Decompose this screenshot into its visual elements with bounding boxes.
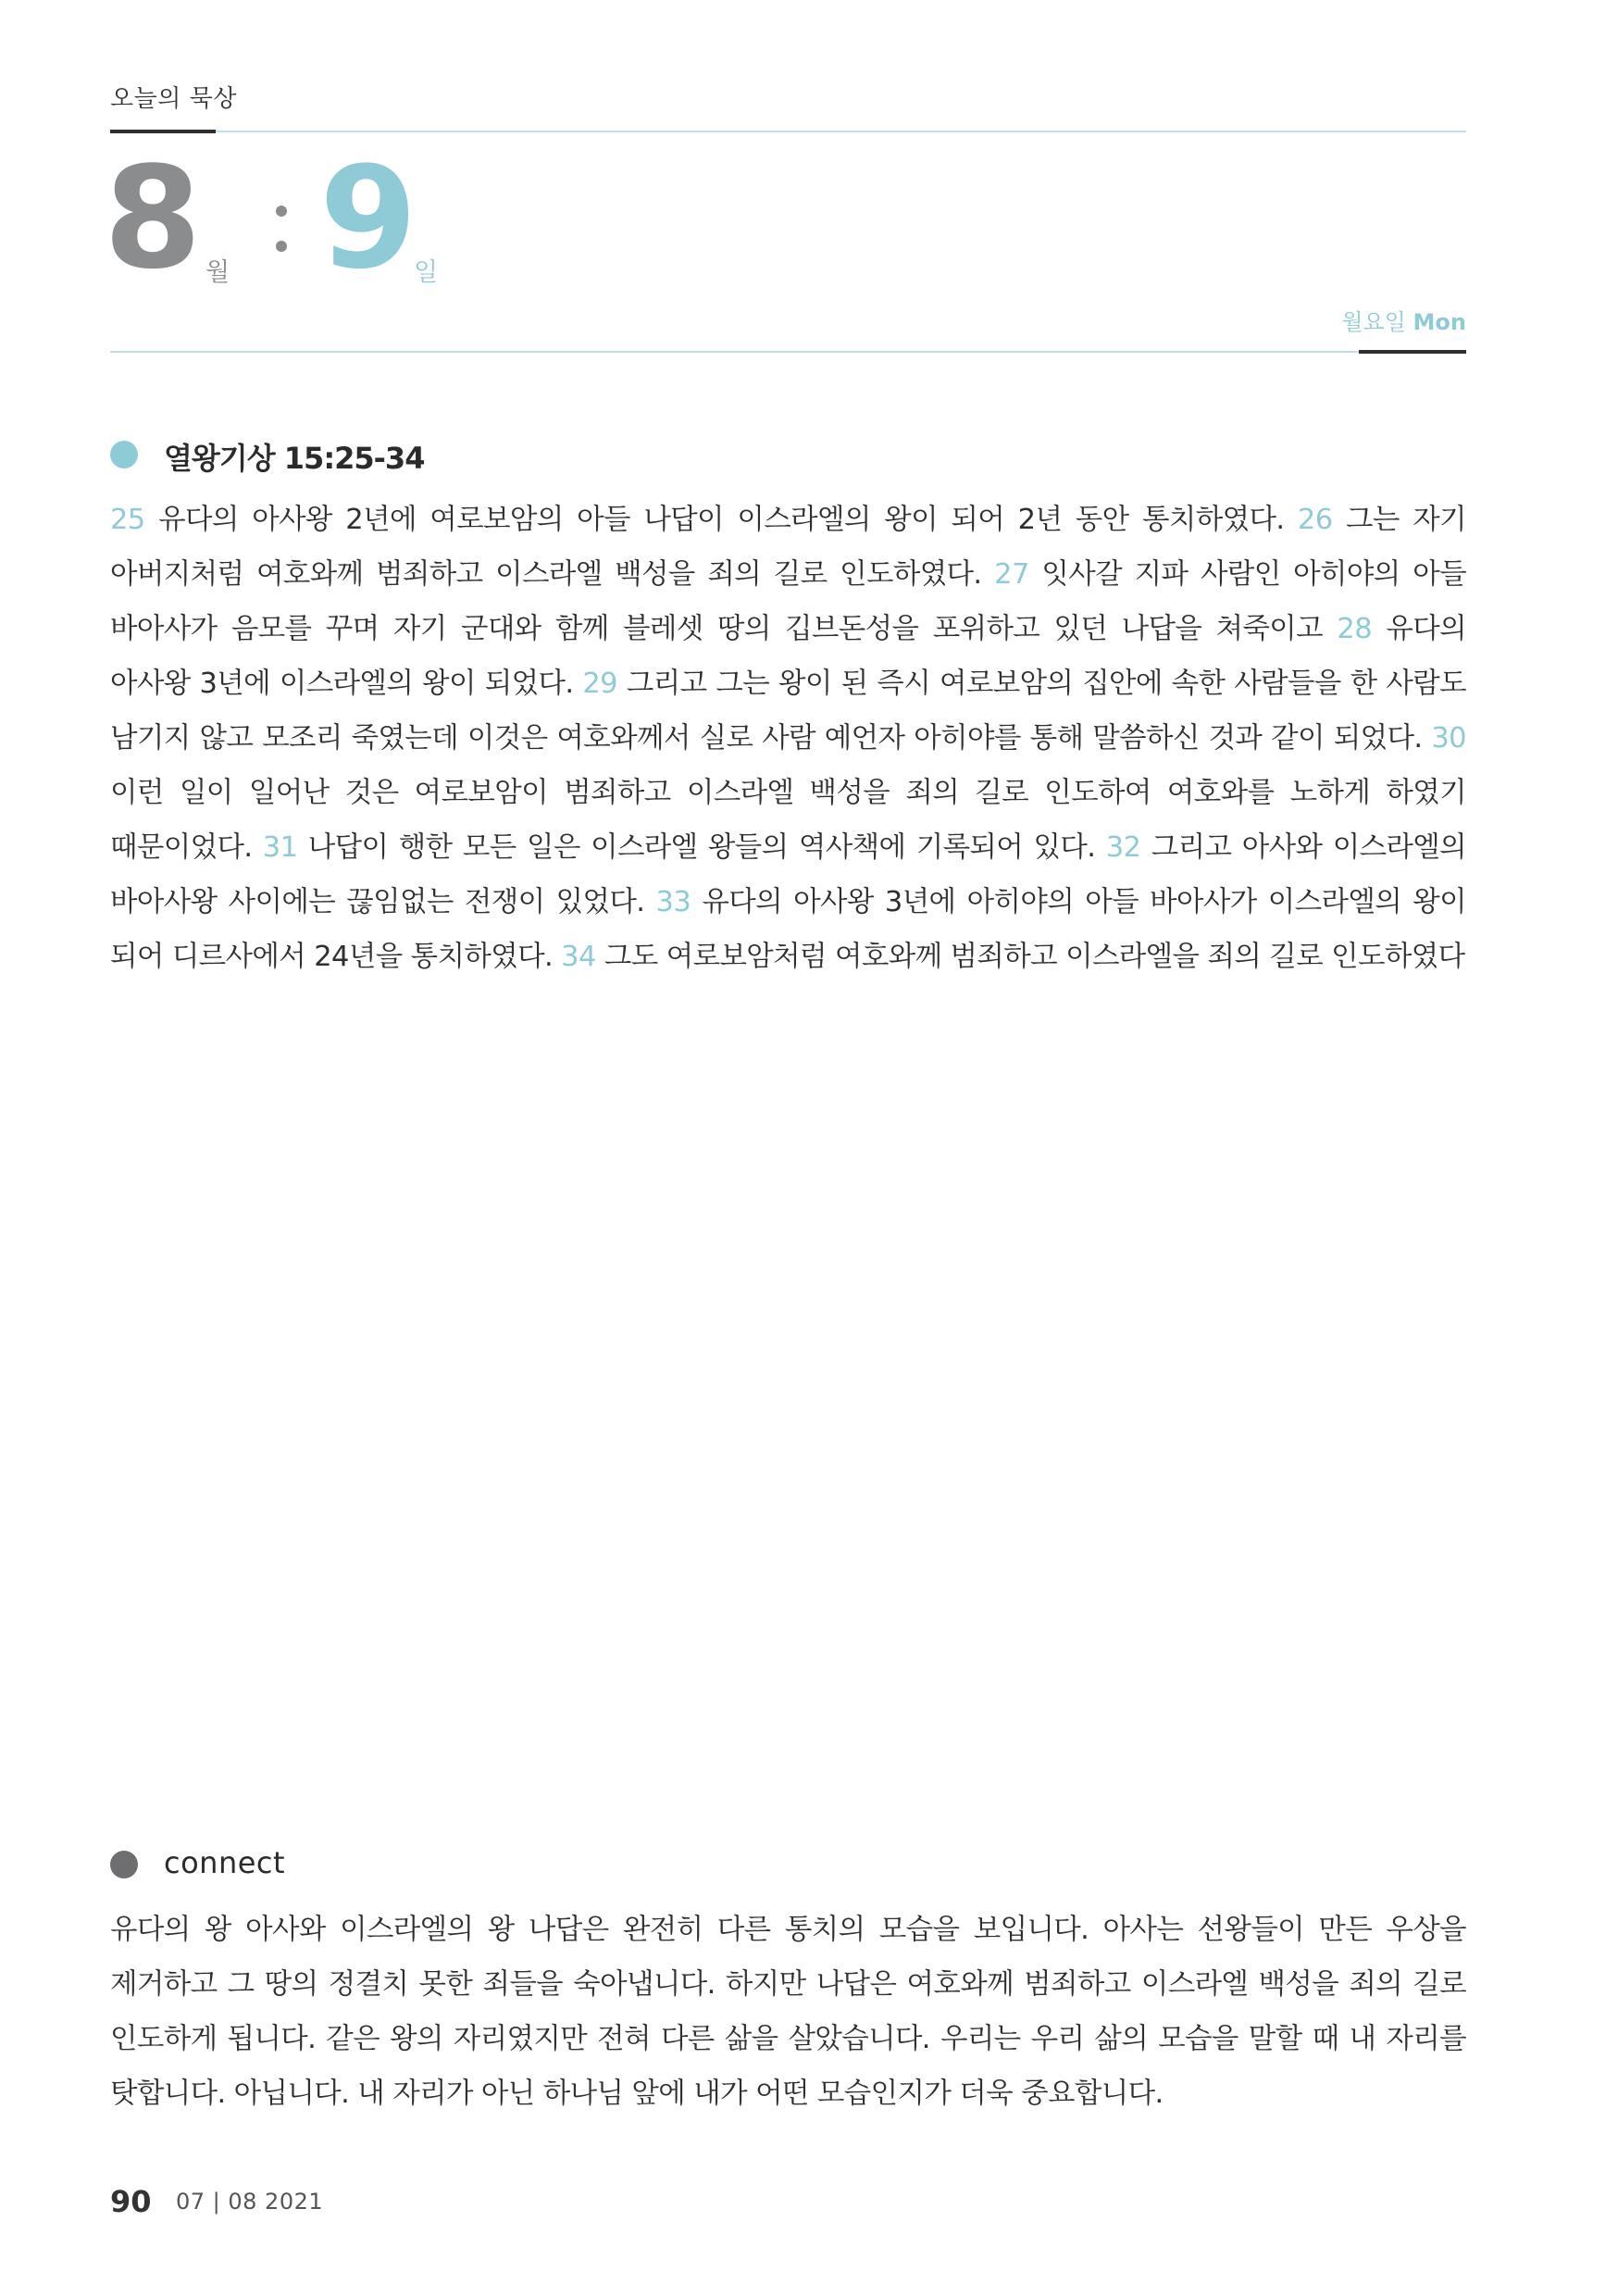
- verse-number: 30: [1431, 722, 1466, 755]
- scripture-title: 열왕기상 15:25-34: [164, 441, 425, 476]
- verse-number: 27: [994, 558, 1029, 591]
- header-divider-top: [110, 131, 1466, 132]
- verse-text: 이런 일이 일어난 것은 여로보암이 범죄하고 이스라엘 백성을 죄의 길로 인도하여 여호와를 노하게 하였기 때문이었다.: [110, 777, 1466, 864]
- verse-text: 유다의 아사왕 2년에 여로보암의 아들 나답이 이스라엘의 왕이 되어 2년 동안 통치하였다.: [144, 504, 1298, 536]
- verse-text: 그리고 그는 왕이 된 즉시 여로보암의 집안에 속한 사람들을 한 사람도 남기지 않고 모조리 죽였는데 이것은 여호와께서 실로 사람 예언자 아히야를 통해 말씀하신 것과 같이 되었다.: [110, 668, 1466, 755]
- verse-text: 그리고 아사와 이스라엘의 바아사왕 사이에는 끊임없는 전쟁이 있었다.: [110, 831, 1467, 918]
- header-accent-bar: [110, 130, 216, 133]
- weekday-english: Mon: [1413, 309, 1466, 335]
- page-number: 90: [110, 2184, 152, 2219]
- day-unit: 일: [414, 258, 439, 287]
- verse-number: 26: [1297, 504, 1333, 536]
- date-separator-dot-top: [276, 206, 287, 217]
- month-number: 8: [104, 136, 202, 300]
- verse-text: 나답이 행한 모든 일은 이스라엘 왕들의 역사책에 기록되어 있다.: [297, 831, 1106, 864]
- scripture-bullet-icon: [110, 441, 138, 468]
- verse-number: 34: [561, 941, 596, 973]
- verse-number: 25: [110, 504, 145, 536]
- header-divider-bottom: [110, 351, 1466, 353]
- verse-number: 32: [1105, 831, 1141, 864]
- verse-number: 29: [582, 668, 617, 700]
- day-number: 9: [319, 136, 417, 300]
- header-label: 오늘의 묵상: [110, 85, 237, 113]
- connect-title: connect: [164, 1845, 286, 1880]
- verse-number: 31: [262, 831, 298, 864]
- month-unit: 월: [205, 258, 230, 287]
- verse-text: 잇사갈 지파 사람인 아히야의 아들 바아사가 음모를 꾸며 자기 군대와 함께 블레셋 땅의 깁브돈성을 포위하고 있던 나답을 쳐죽이고: [110, 558, 1466, 645]
- verse-number: 33: [655, 886, 691, 918]
- date-separator-dot-bottom: [276, 241, 287, 252]
- verse-text: 그는 자기 아버지처럼 여호와께 범죄하고 이스라엘 백성을 죄의 길로 인도하였다.: [110, 504, 1466, 591]
- connect-body: 유다의 왕 아사와 이스라엘의 왕 나답은 완전히 다른 통치의 모습을 보입니다. 아사는 선왕들이 만든 우상을 제거하고 그 땅의 정결치 못한 죄들을 숙아냅니다. 하지만 나답은 여호와께 범죄하고 이스라엘 백성을 죄의 길로 인도하게 됩니다. 같은 왕의 자리였지만 전혀 다른 삶을 살았습니다. 우리는 우리 삶의 모습을 말할 때 내 자리를 탓합니다. 아닙니다. 내 자리가 아닌 하나님 앞에 내가 어떤 모습인지가 더욱 중요합니다.: [110, 1914, 1466, 2110]
- issue-date: 07 | 08 2021: [176, 2189, 324, 2215]
- connect-bullet-icon: [110, 1851, 138, 1878]
- verse-text: 유다의 아사왕 3년에 아히야의 아들 바아사가 이스라엘의 왕이 되어 디르사에서 24년을 통치하였다.: [110, 886, 1467, 973]
- weekday-korean: 월요일: [1341, 309, 1406, 335]
- verse-number: 28: [1337, 613, 1373, 645]
- verse-text: 유다의 아사왕 3년에 이스라엘의 왕이 되었다.: [110, 613, 1466, 700]
- header-accent-bar-right: [1359, 350, 1466, 354]
- verse-text: 그도 여로보암처럼 여호와께 범죄하고 이스라엘을 죄의 길로 인도하였다: [595, 941, 1465, 973]
- scripture-body: [110, 493, 1466, 984]
- weekday: [1341, 304, 1466, 336]
